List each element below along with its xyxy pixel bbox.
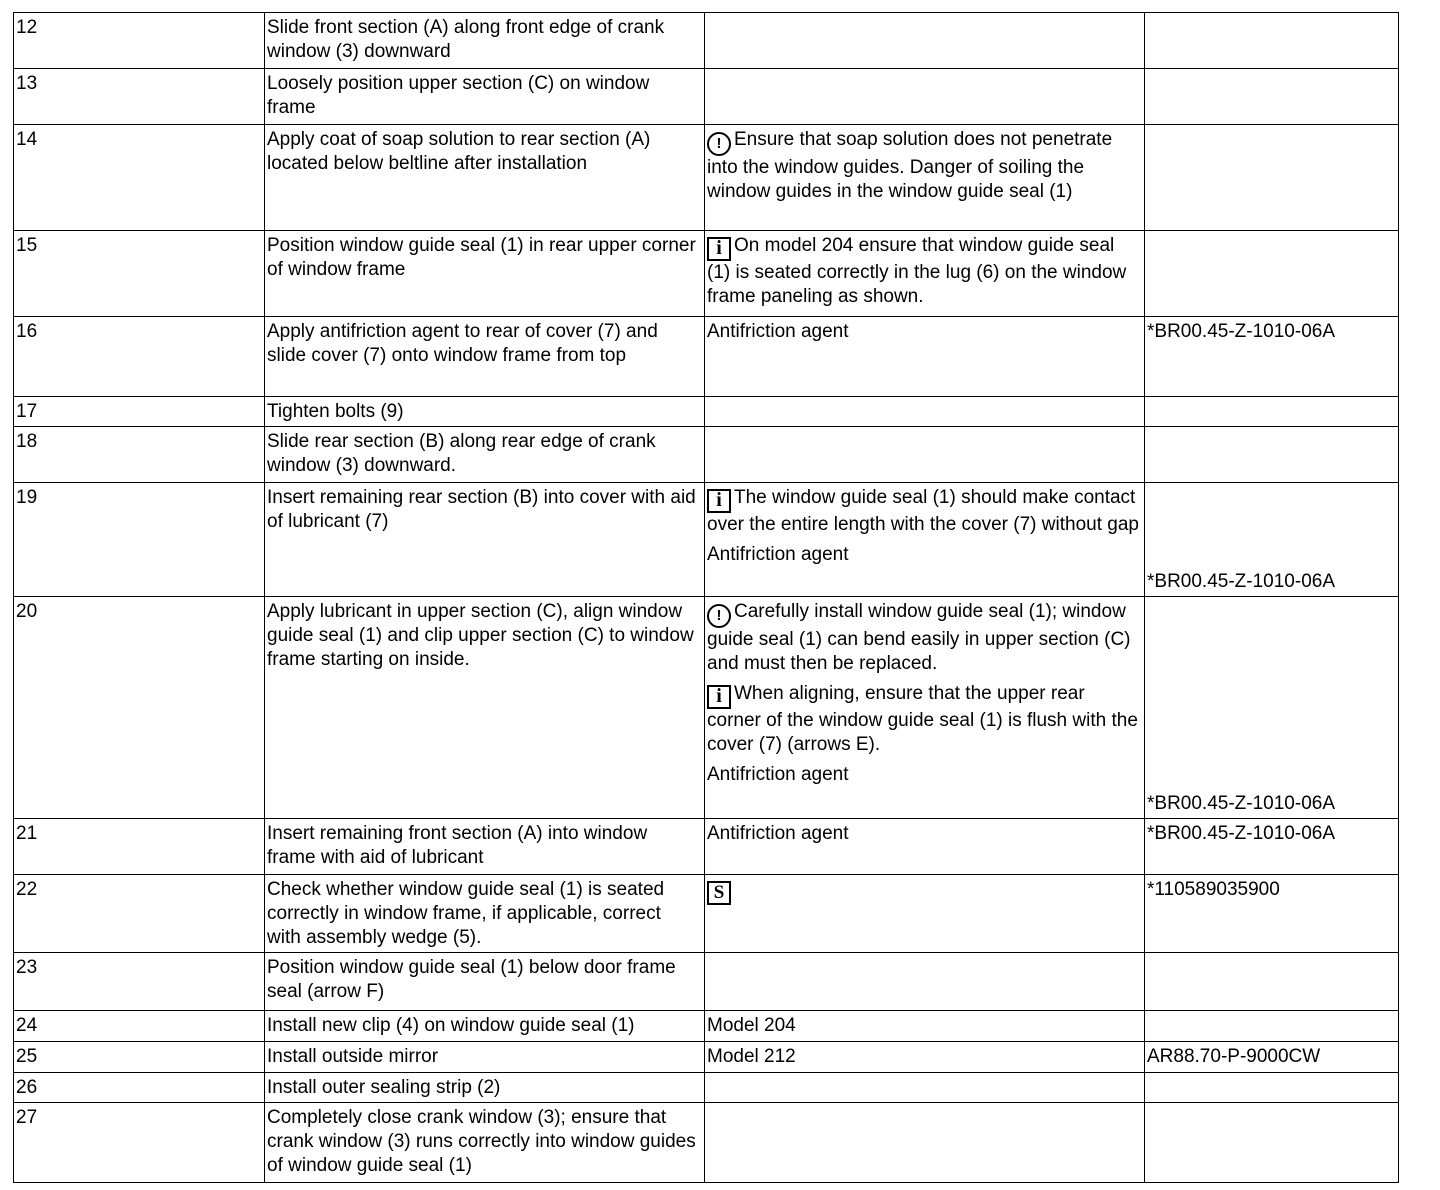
procedure-table bbox=[13, 12, 1399, 1183]
warning-icon: ! bbox=[707, 132, 731, 156]
operation-text: Install new clip (4) on window guide seal (1) bbox=[265, 1011, 705, 1042]
table-row bbox=[14, 13, 1399, 69]
step-number: 16 bbox=[14, 317, 265, 397]
note bbox=[707, 1014, 1139, 1038]
operation-text: Insert remaining rear section (B) into cover with aid of lubricant (7) bbox=[265, 483, 705, 597]
operation-text: Apply coat of soap solution to rear section (A) located below beltline after installation bbox=[265, 125, 705, 231]
step-number: 15 bbox=[14, 231, 265, 317]
note-text: Model 212 bbox=[707, 1046, 796, 1067]
reference-cell bbox=[1145, 317, 1399, 397]
reference-cell bbox=[1145, 1042, 1399, 1073]
note-text: Model 204 bbox=[707, 1015, 796, 1036]
note bbox=[707, 682, 1139, 757]
table-row bbox=[14, 1011, 1399, 1042]
special-tool-icon: S bbox=[707, 881, 731, 905]
table-row bbox=[14, 317, 1399, 397]
reference-cell bbox=[1145, 953, 1399, 1011]
reference-cell bbox=[1145, 1073, 1399, 1103]
operation-text: Insert remaining front section (A) into window frame with aid of lubricant bbox=[265, 819, 705, 875]
notes-cell bbox=[705, 597, 1145, 819]
step-number: 21 bbox=[14, 819, 265, 875]
notes-cell bbox=[705, 819, 1145, 875]
reference-code: AR88.70-P-9000CW bbox=[1147, 1046, 1321, 1067]
reference-code: *BR00.45-Z-1010-06A bbox=[1147, 321, 1335, 342]
reference-cell bbox=[1145, 69, 1399, 125]
notes-cell bbox=[705, 1103, 1145, 1183]
step-number: 25 bbox=[14, 1042, 265, 1073]
reference-code: *BR00.45-Z-1010-06A bbox=[1147, 571, 1335, 592]
reference-cell bbox=[1145, 427, 1399, 483]
step-number: 27 bbox=[14, 1103, 265, 1183]
note bbox=[707, 763, 1139, 787]
table-row bbox=[14, 597, 1399, 819]
reference-code: *BR00.45-Z-1010-06A bbox=[1147, 793, 1335, 814]
operation-text: Tighten bolts (9) bbox=[265, 397, 705, 427]
operation-text: Apply lubricant in upper section (C), align window guide seal (1) and clip upper section (C) to window frame starting on inside. bbox=[265, 597, 705, 819]
note-text: The window guide seal (1) should make contact over the entire length with the cover (7) without gap bbox=[707, 487, 1139, 535]
reference-cell bbox=[1145, 483, 1399, 597]
notes-cell bbox=[705, 427, 1145, 483]
operation-text: Position window guide seal (1) below door frame seal (arrow F) bbox=[265, 953, 705, 1011]
note bbox=[707, 543, 1139, 567]
note bbox=[707, 878, 1139, 905]
operation-text: Check whether window guide seal (1) is seated correctly in window frame, if applicable, correct with assembly wedge (5). bbox=[265, 875, 705, 953]
note-text: Antifriction agent bbox=[707, 544, 849, 565]
note-text: Antifriction agent bbox=[707, 823, 849, 844]
notes-cell bbox=[705, 125, 1145, 231]
notes-cell bbox=[705, 1042, 1145, 1073]
step-number: 20 bbox=[14, 597, 265, 819]
reference-code: *110589035900 bbox=[1147, 879, 1280, 900]
notes-cell bbox=[705, 1073, 1145, 1103]
table-row bbox=[14, 1042, 1399, 1073]
table-row bbox=[14, 231, 1399, 317]
reference-cell bbox=[1145, 13, 1399, 69]
step-number: 23 bbox=[14, 953, 265, 1011]
operation-text: Install outside mirror bbox=[265, 1042, 705, 1073]
procedure-rows bbox=[14, 13, 1399, 1183]
step-number: 13 bbox=[14, 69, 265, 125]
table-row bbox=[14, 427, 1399, 483]
operation-text: Completely close crank window (3); ensure that crank window (3) runs correctly into window guides of window guide seal (1) bbox=[265, 1103, 705, 1183]
note-text: On model 204 ensure that window guide seal (1) is seated correctly in the lug (6) on the window frame paneling as shown. bbox=[707, 235, 1127, 307]
operation-text: Install outer sealing strip (2) bbox=[265, 1073, 705, 1103]
reference-cell bbox=[1145, 597, 1399, 819]
reference-code: *BR00.45-Z-1010-06A bbox=[1147, 823, 1335, 844]
table-row bbox=[14, 1073, 1399, 1103]
note bbox=[707, 320, 1139, 344]
note bbox=[707, 486, 1139, 537]
note-text: Antifriction agent bbox=[707, 764, 849, 785]
table-row bbox=[14, 69, 1399, 125]
notes-cell bbox=[705, 69, 1145, 125]
notes-cell bbox=[705, 13, 1145, 69]
reference-cell bbox=[1145, 1103, 1399, 1183]
step-number: 12 bbox=[14, 13, 265, 69]
step-number: 26 bbox=[14, 1073, 265, 1103]
notes-cell bbox=[705, 317, 1145, 397]
operation-text: Slide rear section (B) along rear edge of crank window (3) downward. bbox=[265, 427, 705, 483]
notes-cell bbox=[705, 231, 1145, 317]
warning-icon: ! bbox=[707, 604, 731, 628]
note bbox=[707, 600, 1139, 676]
note-text: When aligning, ensure that the upper rear corner of the window guide seal (1) is flush with the cover (7) (arrows E). bbox=[707, 683, 1138, 755]
table-row bbox=[14, 397, 1399, 427]
step-number: 22 bbox=[14, 875, 265, 953]
info-icon: i bbox=[707, 489, 731, 513]
reference-cell bbox=[1145, 819, 1399, 875]
reference-cell bbox=[1145, 397, 1399, 427]
reference-cell bbox=[1145, 1011, 1399, 1042]
step-number: 17 bbox=[14, 397, 265, 427]
info-icon: i bbox=[707, 237, 731, 261]
note bbox=[707, 1045, 1139, 1069]
table-row bbox=[14, 875, 1399, 953]
table-row bbox=[14, 483, 1399, 597]
step-number: 24 bbox=[14, 1011, 265, 1042]
operation-text: Apply antifriction agent to rear of cover (7) and slide cover (7) onto window frame from top bbox=[265, 317, 705, 397]
reference-cell bbox=[1145, 125, 1399, 231]
step-number: 14 bbox=[14, 125, 265, 231]
step-number: 19 bbox=[14, 483, 265, 597]
notes-cell bbox=[705, 397, 1145, 427]
table-row bbox=[14, 819, 1399, 875]
table-row bbox=[14, 1103, 1399, 1183]
info-icon: i bbox=[707, 685, 731, 709]
reference-cell bbox=[1145, 231, 1399, 317]
notes-cell bbox=[705, 483, 1145, 597]
note bbox=[707, 128, 1139, 204]
note-text: Antifriction agent bbox=[707, 321, 849, 342]
notes-cell bbox=[705, 953, 1145, 1011]
reference-cell bbox=[1145, 875, 1399, 953]
operation-text: Slide front section (A) along front edge of crank window (3) downward bbox=[265, 13, 705, 69]
note bbox=[707, 822, 1139, 846]
notes-cell bbox=[705, 1011, 1145, 1042]
table-row bbox=[14, 125, 1399, 231]
note-text: Carefully install window guide seal (1); window guide seal (1) can bend easily in upper section (C) and must then be replaced. bbox=[707, 601, 1131, 674]
operation-text: Position window guide seal (1) in rear upper corner of window frame bbox=[265, 231, 705, 317]
notes-cell bbox=[705, 875, 1145, 953]
operation-text: Loosely position upper section (C) on window frame bbox=[265, 69, 705, 125]
note bbox=[707, 234, 1139, 309]
step-number: 18 bbox=[14, 427, 265, 483]
note-text: Ensure that soap solution does not penetrate into the window guides. Danger of soiling the window guides in the window guide seal (1) bbox=[707, 129, 1113, 202]
table-row bbox=[14, 953, 1399, 1011]
